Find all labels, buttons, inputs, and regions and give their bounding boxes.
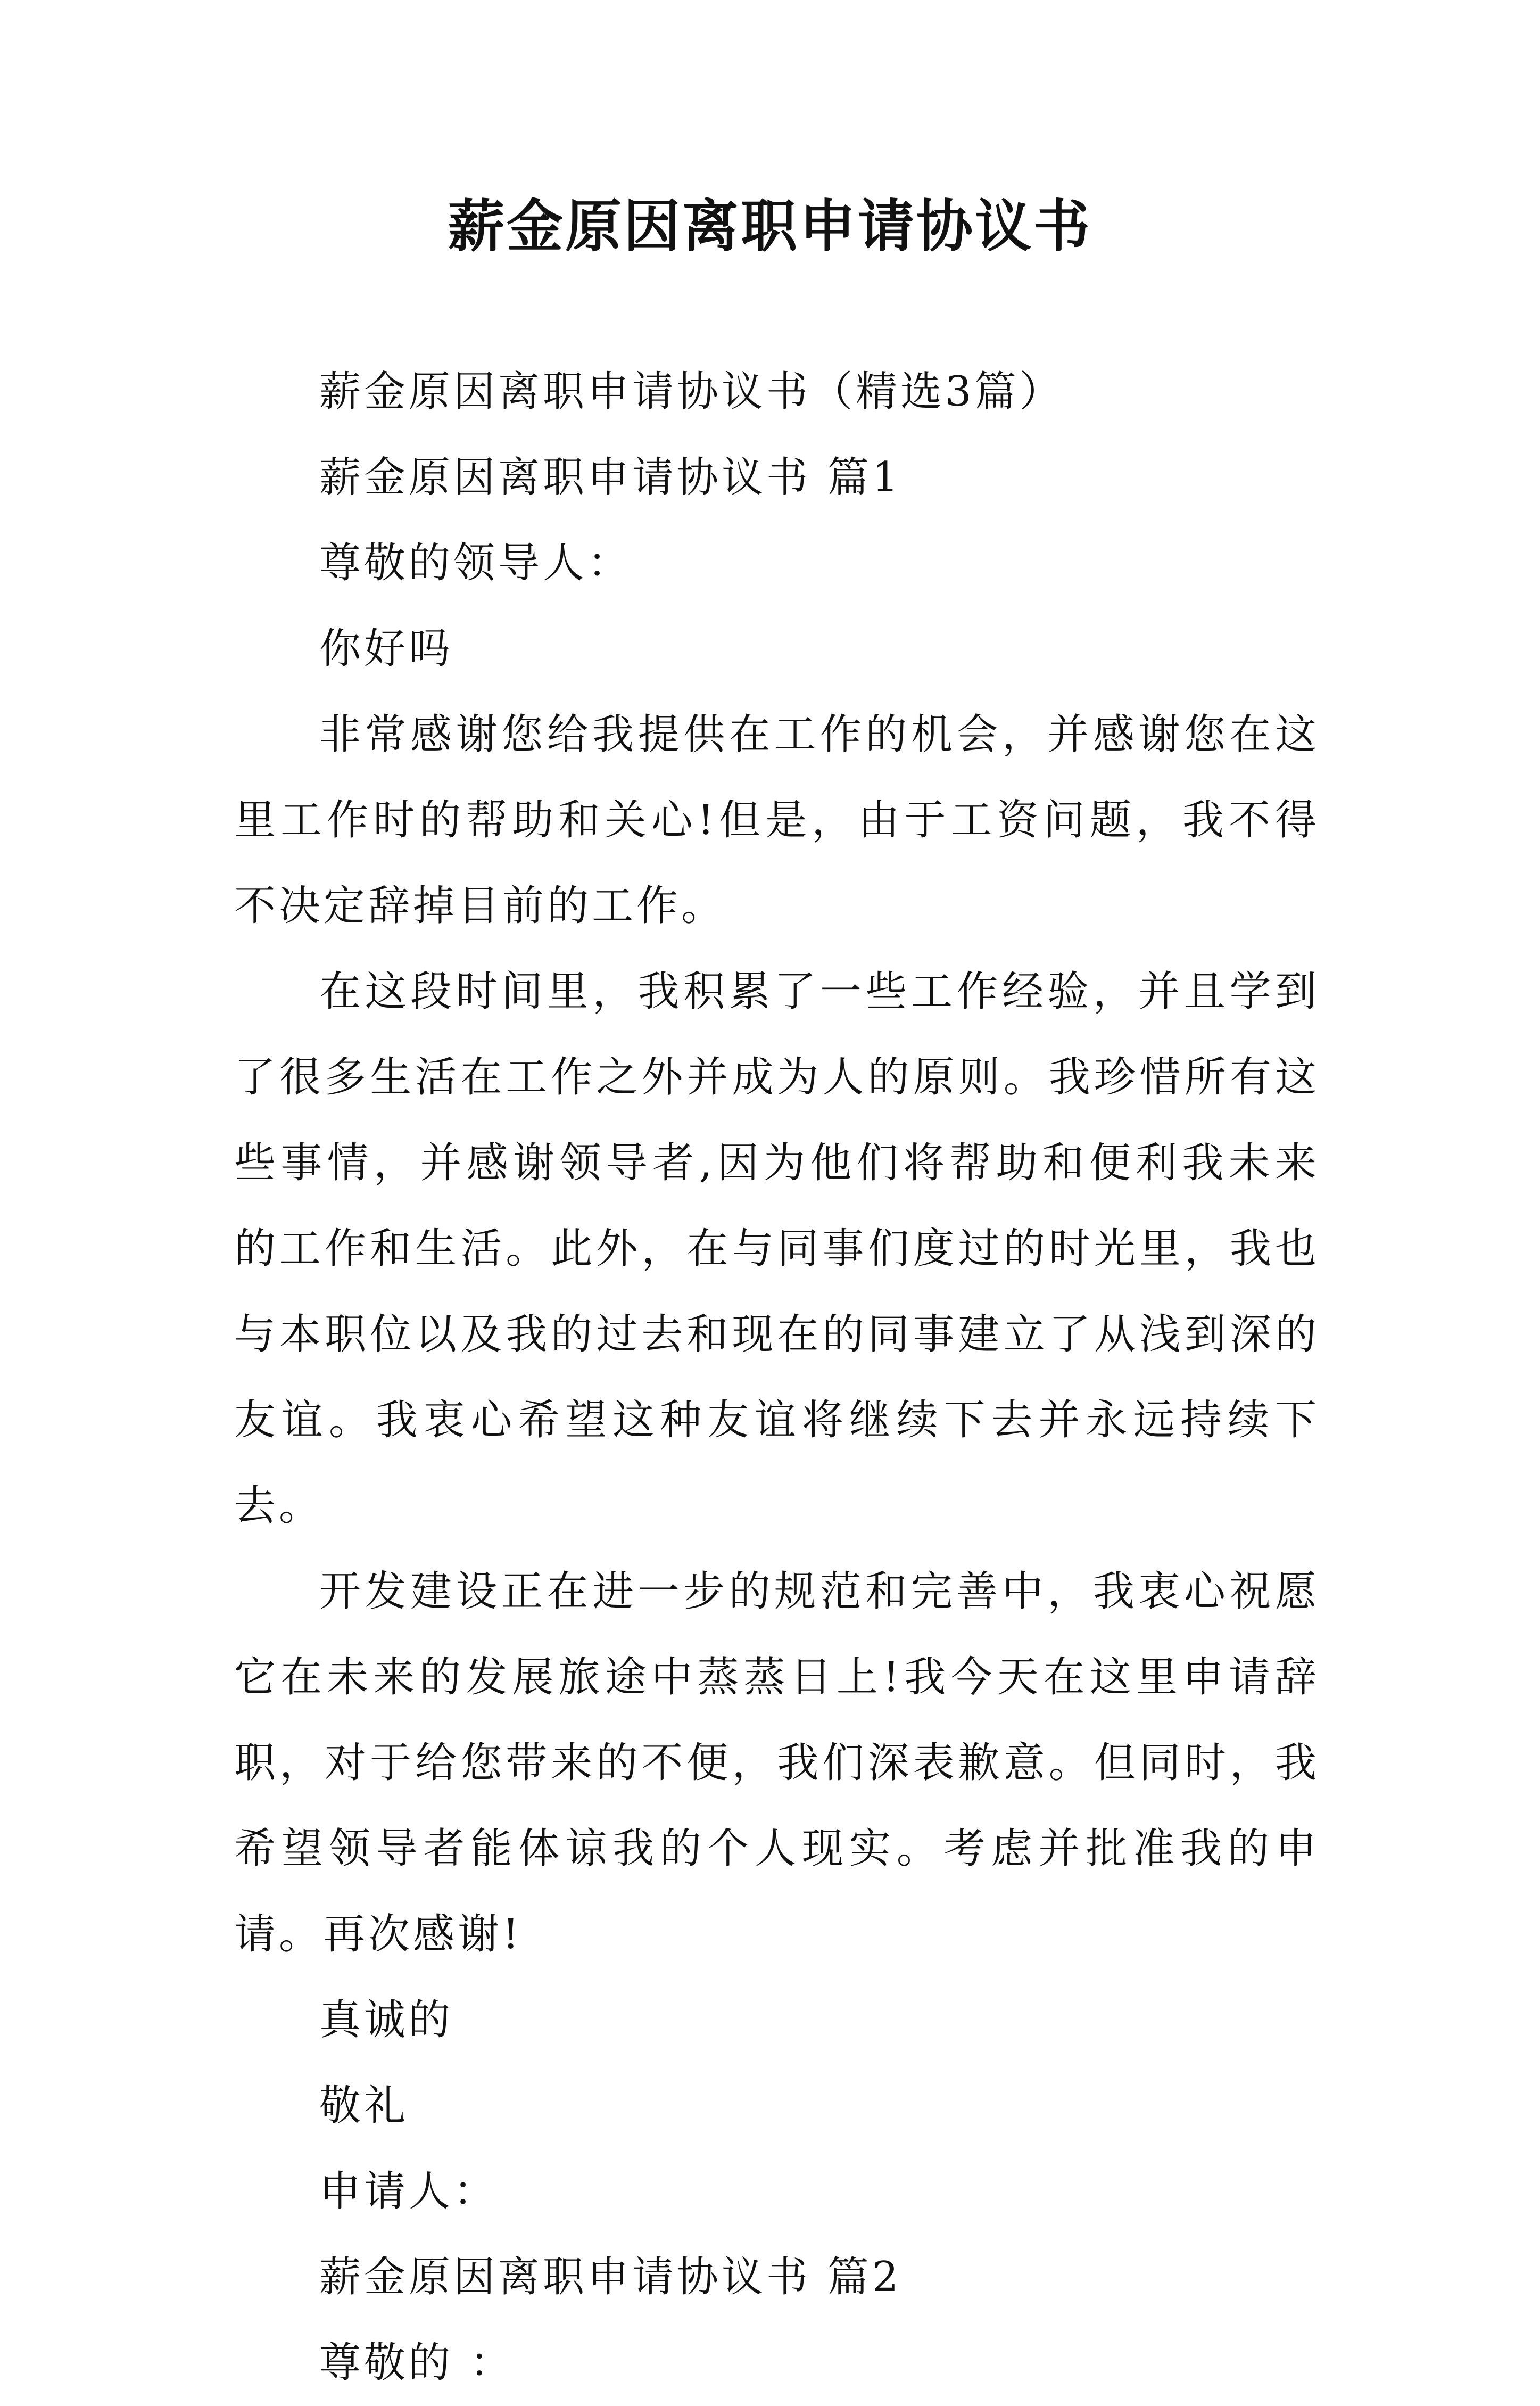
salutation-2: 尊敬的 ： — [319, 2339, 515, 2387]
greeting: 你好吗 — [319, 625, 454, 673]
paragraph-3: 开发建设正在进一步的规范和完善中，我衷心祝愿它在未来的发展旅途中蒸蒸日上!我今天在这里申请辞职，对于给您带来的不便，我们深表歉意。但同时，我希望领导者能体谅我的个人现实。考虑并批准我的申请。再次感谢! — [234, 1568, 1320, 1958]
section-2-heading: 薪金原因离职申请协议书 篇2 — [319, 2253, 902, 2301]
paragraph-1: 非常感谢您给我提供在工作的机会，并感谢您在这里工作时的帮助和关心!但是，由于工资问题，我不得不决定辞掉目前的工作。 — [234, 711, 1320, 930]
salutation-1: 尊敬的领导人： — [319, 539, 633, 587]
section-1-heading: 薪金原因离职申请协议书 篇1 — [319, 454, 902, 501]
document-subtitle: 薪金原因离职申请协议书（精选3篇） — [319, 368, 1064, 416]
closing-sincerely: 真诚的 — [319, 1996, 454, 2044]
closing-regards: 敬礼 — [319, 2082, 409, 2130]
document-title: 薪金原因离职申请协议书 — [448, 193, 1092, 259]
paragraph-2: 在这段时间里，我积累了一些工作经验，并且学到了很多生活在工作之外并成为人的原则。我珍惜所有这些事情，并感谢领导者,因为他们将帮助和便利我未来的工作和生活。此外，在与同事们度过的时光里，我也与本职位以及我的过去和现在的同事建立了从浅到深的友谊。我衷心希望这种友谊将继续下去并永远持续下去。 — [234, 968, 1320, 1530]
document-body — [234, 349, 1320, 2406]
applicant-label: 申请人： — [319, 2168, 499, 2215]
